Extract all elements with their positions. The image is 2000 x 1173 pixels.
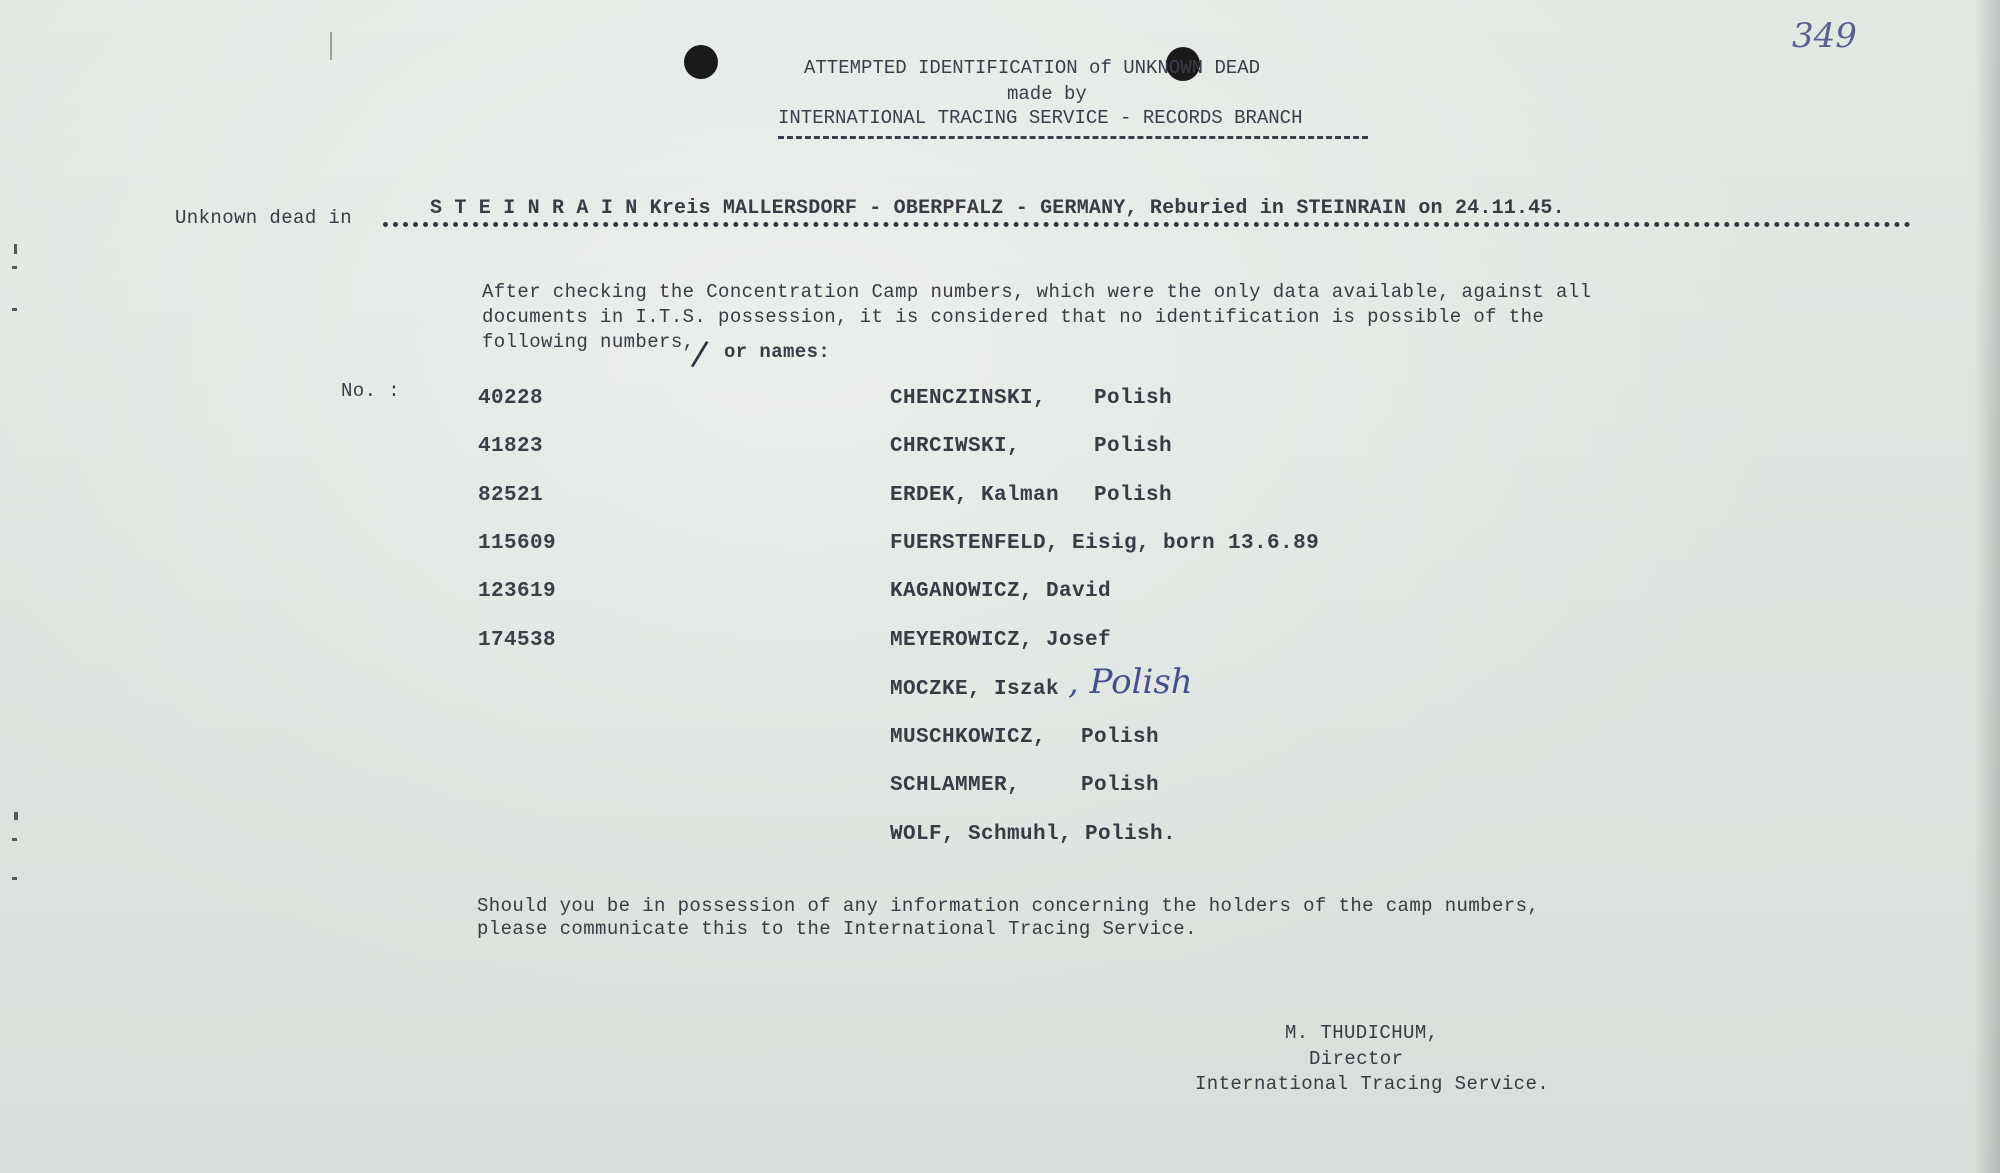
person-name: MUSCHKOWICZ, — [890, 726, 1047, 749]
header-underline — [778, 136, 1368, 139]
camp-number: 174538 — [478, 629, 557, 652]
punch-hole-left — [684, 45, 718, 79]
closing-line-1: Should you be in possession of any information concerning the holders of the camp numbers, — [477, 895, 1540, 917]
margin-mark — [14, 812, 18, 820]
person-name: ERDEK, Kalman — [890, 484, 1060, 507]
camp-number: 123619 — [478, 580, 557, 603]
camp-number: 82521 — [478, 484, 544, 507]
signatory-name: M. THUDICHUM, — [1285, 1022, 1439, 1044]
person-name: MEYEROWICZ, Josef — [890, 629, 1112, 652]
handwritten-nationality-note: , Polish — [1068, 662, 1193, 702]
nationality: Polish — [1081, 726, 1160, 749]
made-by-line: made by — [1007, 83, 1087, 105]
paper-scratch — [330, 32, 332, 60]
list-label: No. : — [341, 380, 401, 402]
signatory-organization: International Tracing Service. — [1195, 1073, 1550, 1095]
closing-line-2: please communicate this to the International Tracing Service. — [477, 918, 1197, 940]
camp-number: 40228 — [478, 387, 544, 410]
margin-mark — [12, 308, 17, 311]
location-dotted-line — [383, 222, 1911, 227]
margin-mark — [14, 244, 17, 254]
typed-slash-mark: / — [689, 333, 711, 375]
person-name: MOCZKE, Iszak — [890, 678, 1060, 701]
person-name: CHRCIWSKI, — [890, 435, 1021, 458]
margin-mark — [12, 877, 17, 880]
nationality: Polish — [1094, 387, 1173, 410]
nationality: Polish — [1081, 774, 1160, 797]
intro-line-3: following numbers, — [482, 331, 695, 353]
person-name: WOLF, Schmuhl, Polish. — [890, 823, 1177, 846]
page-edge-shadow — [1974, 0, 2000, 1173]
camp-number: 115609 — [478, 532, 557, 555]
archive-number: 349 — [1792, 16, 1857, 56]
intro-line-1: After checking the Concentration Camp numbers, which were the only data available, against all — [482, 281, 1592, 303]
nationality: Polish — [1094, 435, 1173, 458]
organization-header: INTERNATIONAL TRACING SERVICE - RECORDS BRANCH — [778, 107, 1303, 129]
intro-line-2: documents in I.T.S. possession, it is considered that no identification is possible of the — [482, 306, 1545, 328]
person-name: SCHLAMMER, — [890, 774, 1021, 797]
person-name: CHENCZINSKI, — [890, 387, 1047, 410]
person-name: FUERSTENFELD, Eisig, born 13.6.89 — [890, 532, 1320, 555]
margin-mark — [12, 266, 17, 269]
location-value: S T E I N R A I N Kreis MALLERSDORF - OBERPFALZ - GERMANY, Reburied in STEINRAIN on 24.11.45. — [430, 197, 1565, 220]
margin-mark — [12, 838, 17, 841]
nationality: Polish — [1094, 484, 1173, 507]
signatory-title: Director — [1309, 1048, 1404, 1070]
intro-addition: or names: — [724, 341, 831, 363]
camp-number: 41823 — [478, 435, 544, 458]
location-label: Unknown dead in — [175, 207, 353, 229]
document-title: ATTEMPTED IDENTIFICATION of UNKNOWN DEAD — [804, 57, 1261, 79]
person-name: KAGANOWICZ, David — [890, 580, 1112, 603]
